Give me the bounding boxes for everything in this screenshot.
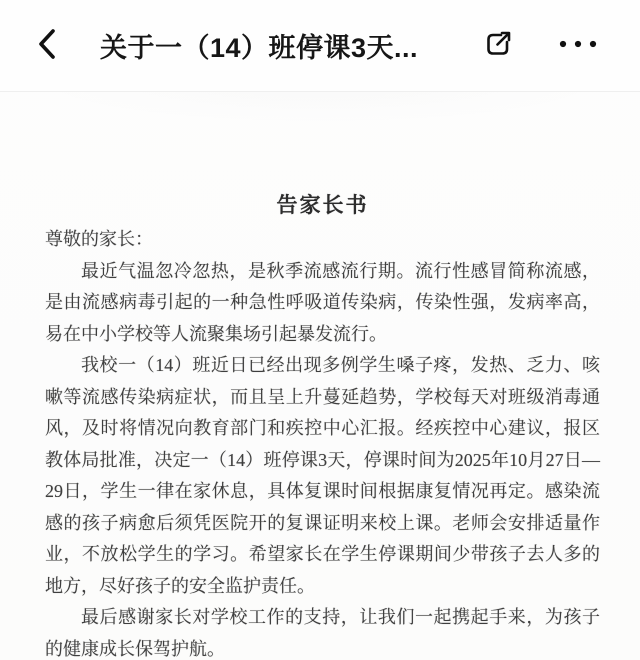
letter-body <box>45 224 600 660</box>
chevron-left-icon <box>34 26 60 65</box>
more-options-button[interactable] <box>552 33 604 58</box>
letter-title: 告家长书 <box>276 193 369 217</box>
letter-paragraph: 我校一（14）班近日已经出现多例学生嗓子疼，发热、乏力、咳嗽等流感传染病症状，而且呈上升蔓延趋势，学校每天对班级消毒通风，及时将情况向教育部门和疾控中心汇报。经疾控中心建议，报区教体局批准，决定一（14）班停课3天，停课时间为2025年10月27日—29日，学生一律在家休息，具体复课时间根据康复情况再定。感染流感的孩子病愈后须凭医院开的复课证明来校上课。老师会安排适量作业，不放松学生的学习。希望家长在学生停课期间少带孩子去人多的地方，尽好孩子的安全监护责任。 <box>45 355 600 596</box>
back-button[interactable] <box>30 22 64 69</box>
letter-paragraph: 最后感谢家长对学校工作的支持，让我们一起携起手来，为孩子的健康成长保驾护航。 <box>45 607 600 659</box>
ellipsis-icon <box>556 37 600 54</box>
share-export-icon <box>482 28 514 63</box>
scanned-letter <box>0 92 640 660</box>
page-title: 关于一（14）班停课3天... <box>100 33 419 63</box>
top-navigation-bar <box>0 0 640 92</box>
share-button[interactable] <box>478 24 518 67</box>
letter-paragraph: 最近气温忽冷忽热，是秋季流感流行期。流行性感冒简称流感，是由流感病毒引起的一种急性呼吸道传染病，传染性强，发病率高，易在中小学校等人流聚集场引起暴发流行。 <box>45 260 600 344</box>
letter-salutation: 尊敬的家长： <box>45 229 153 249</box>
